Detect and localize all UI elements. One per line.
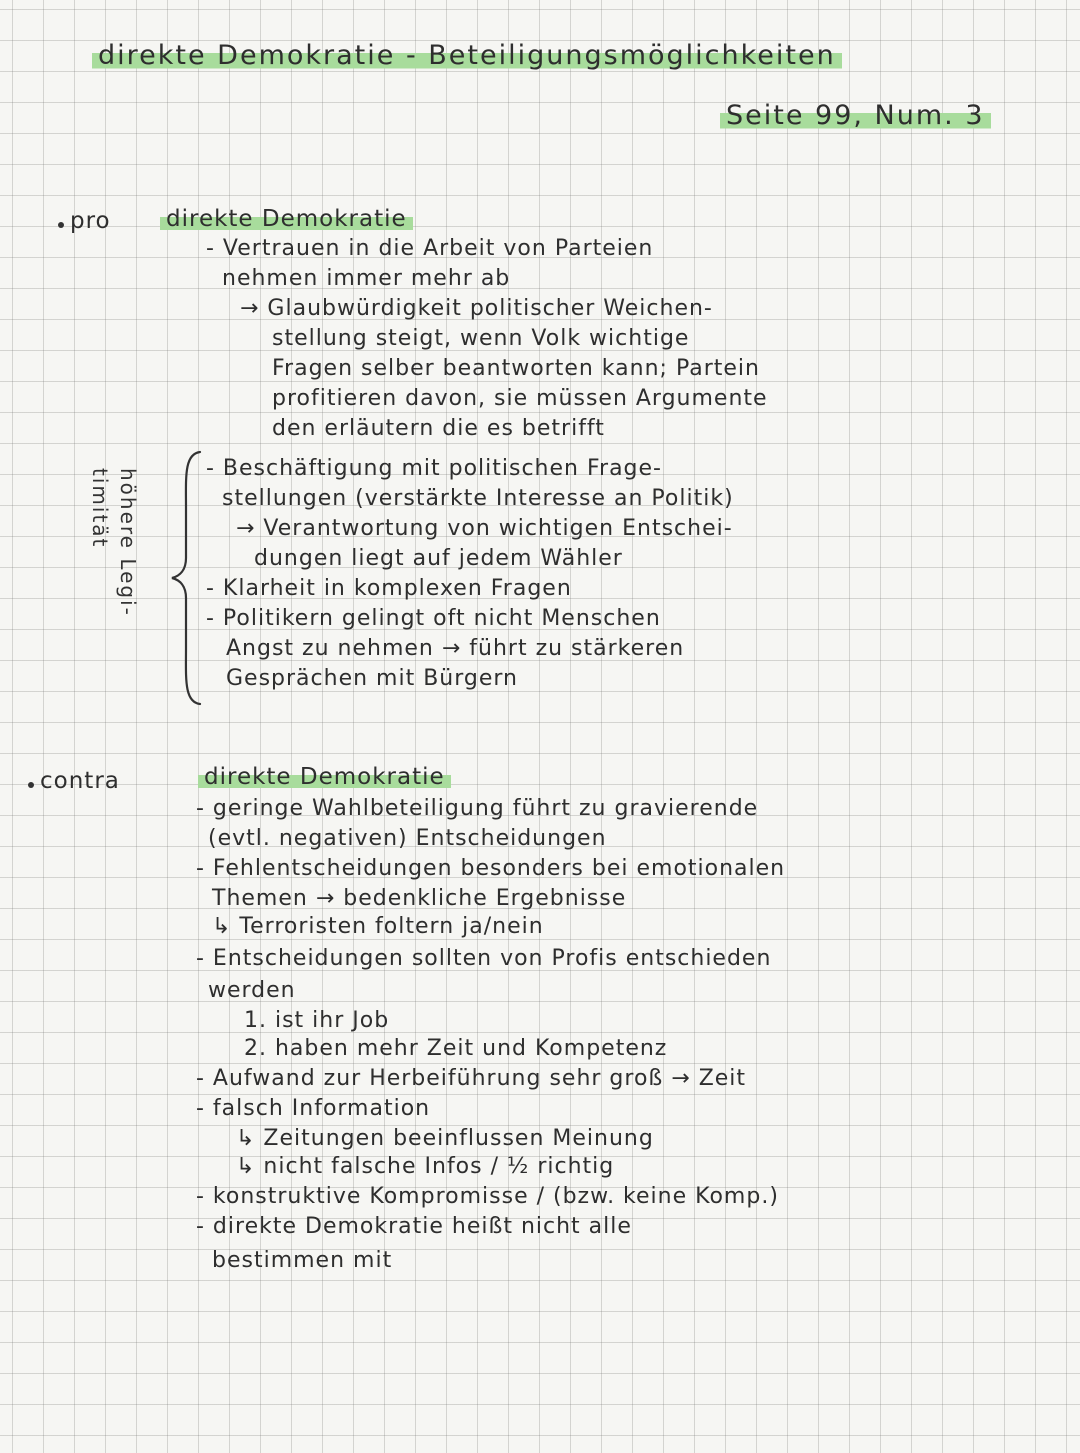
- pro-line: nehmen immer mehr ab: [222, 266, 511, 291]
- pro-line: dungen liegt auf jedem Wähler: [254, 546, 623, 571]
- pro-line: den erläutern die es betrifft: [272, 416, 605, 441]
- pro-line: - Beschäftigung mit politischen Frage-: [206, 456, 662, 481]
- pro-line: → Verantwortung von wichtigen Entschei-: [236, 516, 733, 541]
- pro-line: Gesprächen mit Bürgern: [226, 666, 519, 691]
- page-title-text: direkte Demokratie - Beteiligungsmöglichkeiten: [92, 40, 842, 71]
- contra-line: - Entscheidungen sollten von Profis entschieden: [196, 946, 772, 971]
- contra-line: - Fehlentscheidungen besonders bei emotionalen: [196, 856, 786, 881]
- pro-line: → Glaubwürdigkeit politischer Weichen-: [240, 296, 713, 321]
- pro-line: - Vertrauen in die Arbeit von Parteien: [206, 236, 654, 261]
- pro-line: stellung steigt, wenn Volk wichtige: [272, 326, 690, 351]
- pro-line: stellungen (verstärkte Interesse an Politik): [222, 486, 734, 511]
- contra-heading-text: direkte Demokratie: [198, 764, 451, 790]
- contra-line: - konstruktive Kompromisse / (bzw. keine Komp.): [196, 1184, 779, 1209]
- contra-line: ↳ nicht falsche Infos / ½ richtig: [236, 1154, 615, 1179]
- pro-line: Angst zu nehmen → führt zu stärkeren: [226, 636, 685, 661]
- contra-heading: [198, 764, 451, 790]
- pro-label: pro: [70, 208, 111, 234]
- contra-line: - direkte Demokratie heißt nicht alle: [196, 1214, 632, 1239]
- page-title: [92, 40, 842, 71]
- contra-line: bestimmen mit: [212, 1248, 393, 1273]
- contra-line: - falsch Information: [196, 1096, 431, 1121]
- pro-line: Fragen selber beantworten kann; Partein: [272, 356, 760, 381]
- pro-line: profitieren davon, sie müssen Argumente: [272, 386, 768, 411]
- contra-line: - geringe Wahlbeteiligung führt zu gravierende: [196, 796, 759, 821]
- pro-bullet: [58, 222, 64, 228]
- contra-line: ↳ Zeitungen beeinflussen Meinung: [236, 1126, 654, 1151]
- pro-side-label-line2: timität: [88, 468, 112, 549]
- pro-line: - Klarheit in komplexen Fragen: [206, 576, 572, 601]
- contra-line: werden: [208, 978, 296, 1003]
- contra-line: 1. ist ihr Job: [244, 1008, 390, 1033]
- pro-side-label-2: [88, 468, 112, 548]
- contra-bullet: [28, 782, 34, 788]
- contra-line: 2. haben mehr Zeit und Kompetenz: [244, 1036, 668, 1061]
- pro-side-label-line1: höhere Legi-: [116, 468, 140, 617]
- pro-line: - Politikern gelingt oft nicht Menschen: [206, 606, 661, 631]
- page-reference: [720, 100, 991, 131]
- page-reference-text: Seite 99, Num. 3: [720, 100, 991, 131]
- curly-brace: [168, 448, 208, 708]
- pro-heading-text: direkte Demokratie: [160, 206, 413, 232]
- contra-line: Themen → bedenkliche Ergebnisse: [212, 886, 627, 911]
- pro-side-label: [116, 468, 140, 617]
- contra-line: - Aufwand zur Herbeiführung sehr groß → Zeit: [196, 1066, 747, 1091]
- pro-heading: [160, 206, 413, 232]
- contra-line: ↳ Terroristen foltern ja/nein: [212, 914, 544, 939]
- contra-label: contra: [40, 768, 120, 794]
- contra-line: (evtl. negativen) Entscheidungen: [208, 826, 607, 851]
